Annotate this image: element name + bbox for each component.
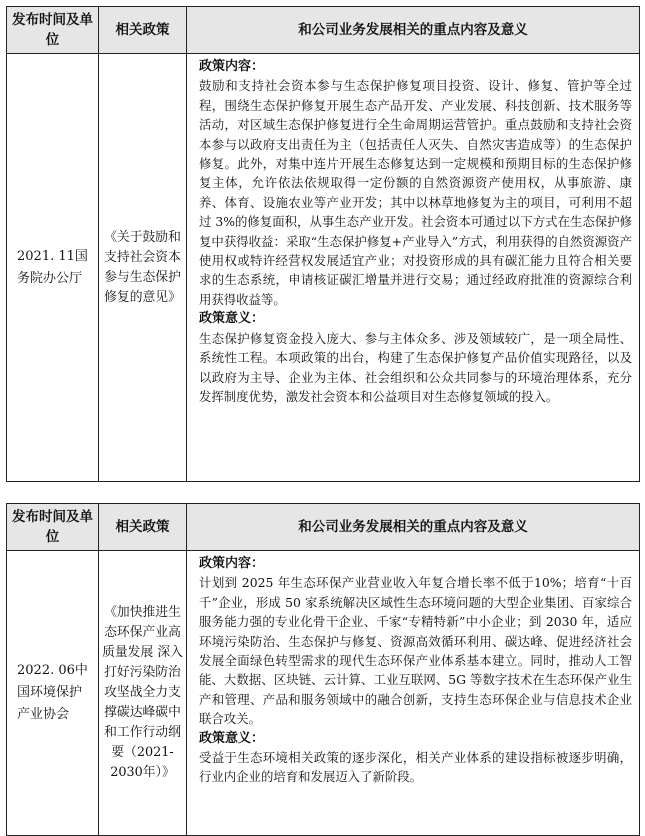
meaning-text: 受益于生态环境相关政策的逐步深化，相关产业体系的建设指标被逐步明确，行业内企业的培育和发展迈入了新阶段。 <box>199 750 632 785</box>
header-policy: 相关政策 <box>99 7 187 54</box>
policy-name-cell: 《加快推进生态环保产业高质量发展 深入打好污染防治攻坚战全力支撑碳达峰碳中和工作行动纲要（2021-2030年）》 <box>99 551 187 836</box>
meaning-title: 政策意义： <box>199 730 265 746</box>
content-title: 政策内容： <box>199 556 265 571</box>
unit-cell: 2022. 06中国环境保护产业协会 <box>7 551 99 836</box>
table-header-row <box>7 504 640 551</box>
content-text: 计划到 2025 年生态环保产业营业收入年复合增长率不低于10%；培育“十百千”企业，形成 50 家系统解决区域性生态环境问题的大型企业集团、百家综合服务能力强的专业化骨干企业、千家“专精特新”中小企业；到 2030 年，适应环境污染防治、生态保护与修复、资源高效循环利用、碳达峰、促进经济社会发展全面绿色转型需求的现代生态环保产业体系基本建立。同时，推动人工智能、大数据、区块链、云计算、工业互联网、5G 等数字技术在生态环保产业生产和管理、产品和服务领域中的融合创新，支持生态环保企业与信息技术企业联合攻关。 <box>199 575 632 727</box>
content-cell <box>187 54 640 482</box>
header-unit: 发布时间及单位 <box>7 7 99 54</box>
meaning-title: 政策意义： <box>199 311 265 327</box>
unit-cell: 2021. 11国务院办公厅 <box>7 54 99 482</box>
policy-name-cell: 《关于鼓励和支持社会资本参与生态保护修复的意见》 <box>99 54 187 482</box>
header-policy: 相关政策 <box>99 504 187 551</box>
table-row <box>7 551 640 836</box>
table-header-row <box>7 7 640 54</box>
content-text: 鼓励和支持社会资本参与生态保护修复项目投资、设计、修复、管护等全过程，围绕生态保护修复开展生态产品开发、产业发展、科技创新、技术服务等活动，对区域生态保护修复进行全生命周期运营管护。重点鼓励和支持社会资本参与以政府支出责任为主（包括责任人灭失、自然灾害造成等）的生态保护修复。此外，对集中连片开展生态修复达到一定规模和预期目标的生态保护修复主体，允许依法依规取得一定份额的自然资源资产使用权，从事旅游、康养、体育、设施农业等产业开发；其中以林草地修复为主的项目，可利用不超过 3%的修复面积，从事生态产业开发。社会资本可通过以下方式在生态保护修复中获得收益：采取“生态保护修复+产业导入”方式，利用获得的自然资源资产使用权或特许经营权发展适宜产业；对投资形成的具有碳汇能力且符合相关要求的生态系统，申请核证碳汇增量并进行交易；通过经政府批准的资源综合利用获得收益等。 <box>199 78 632 307</box>
header-content: 和公司业务发展相关的重点内容及意义 <box>187 7 640 54</box>
header-unit: 发布时间及单位 <box>7 504 99 551</box>
content-title: 政策内容： <box>199 59 265 74</box>
meaning-text: 生态保护修复资金投入庞大、参与主体众多、涉及领域较广，是一项全局性、系统性工程。本项政策的出台，构建了生态保护修复产品价值实现路径，以及以政府为主导、企业为主体、社会组织和公众共同参与的环境治理体系，充分发挥制度优势，激发社会资本和公益项目对生态修复领域的投入。 <box>199 330 632 404</box>
table-row <box>7 54 640 482</box>
policy-table-1 <box>6 6 640 482</box>
content-cell <box>187 551 640 836</box>
policy-table-2 <box>6 503 640 836</box>
header-content: 和公司业务发展相关的重点内容及意义 <box>187 504 640 551</box>
